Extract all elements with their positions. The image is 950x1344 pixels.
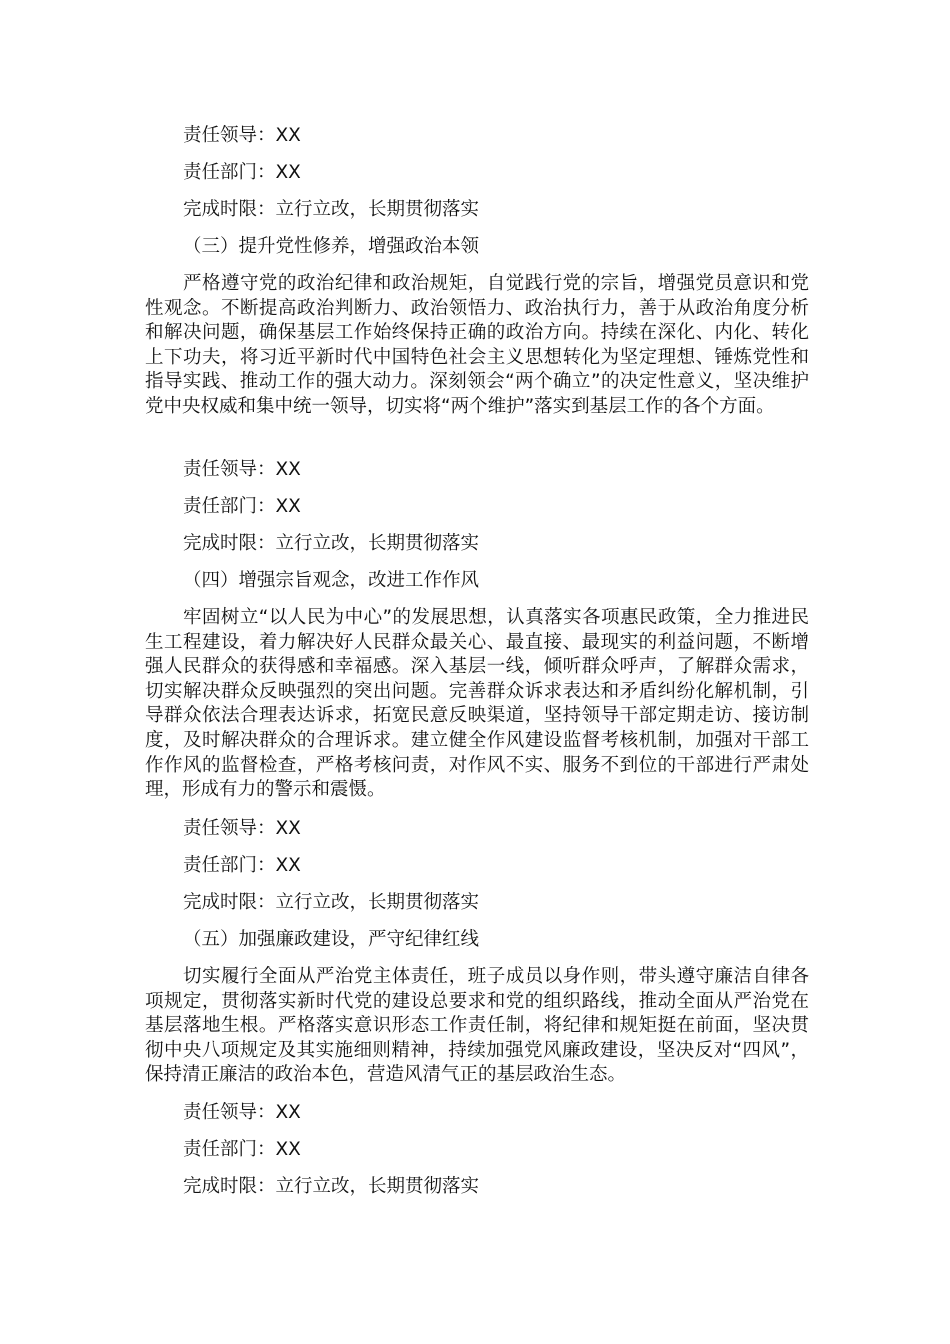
section-heading: （五）加强廉政建设，严守纪律红线 <box>183 929 480 950</box>
responsible-department: 责任部门：XX <box>183 162 301 183</box>
completion-deadline: 完成时限：立行立改，长期贯彻落实 <box>183 892 480 913</box>
section-heading: （三）提升党性修养，增强政治本领 <box>183 236 480 257</box>
responsible-department: 责任部门：XX <box>183 1139 301 1160</box>
responsible-leader: 责任领导：XX <box>183 459 301 480</box>
section-body: 切实履行全面从严治党主体责任，班子成员以身作则，带头遵守廉洁自律各项规定，贯彻落实新时代党的建设总要求和党的组织路线，推动全面从严治党在基层落地生根。严格落实意识形态工作责任制，将纪律和规矩挺在前面，坚决贯彻中央八项规定及其实施细则精神，持续加强党风廉政建设，坚决反对“四风”，保持清正廉洁的政治本色，营造风清气正的基层政治生态。 <box>145 966 809 1086</box>
completion-deadline: 完成时限：立行立改，长期贯彻落实 <box>183 533 480 554</box>
responsible-department: 责任部门：XX <box>183 496 301 517</box>
section-body: 严格遵守党的政治纪律和政治规矩，自觉践行党的宗旨，增强党员意识和党性观念。不断提高政治判断力、政治领悟力、政治执行力，善于从政治角度分析和解决问题，确保基层工作始终保持正确的政治方向。持续在深化、内化、转化上下功夫，将习近平新时代中国特色社会主义思想转化为坚定理想、锤炼党性和指导实践、推动工作的强大动力。深刻领会“两个确立”的决定性意义，坚决维护党中央权威和集中统一领导，切实将“两个维护”落实到基层工作的各个方面。 <box>145 273 809 417</box>
responsible-leader: 责任领导：XX <box>183 1102 301 1123</box>
section-body: 牢固树立“以人民为中心”的发展思想，认真落实各项惠民政策，全力推进民生工程建设，着力解决好人民群众最关心、最直接、最现实的利益问题，不断增强人民群众的获得感和幸福感。深入基层一线，倾听群众呼声，了解群众需求，切实解决群众反映强烈的突出问题。完善群众诉求表达和矛盾纠纷化解机制，引导群众依法合理表达诉求，拓宽民意反映渠道，坚持领导干部定期走访、接访制度，及时解决群众的合理诉求。建立健全作风建设监督考核机制，加强对干部工作作风的监督检查，严格考核问责，对作风不实、服务不到位的干部进行严肃处理，形成有力的警示和震慑。 <box>145 607 809 801</box>
responsible-leader: 责任领导：XX <box>183 125 301 146</box>
responsible-leader: 责任领导：XX <box>183 818 301 839</box>
completion-deadline: 完成时限：立行立改，长期贯彻落实 <box>183 1176 480 1197</box>
responsible-department: 责任部门：XX <box>183 855 301 876</box>
completion-deadline: 完成时限：立行立改，长期贯彻落实 <box>183 199 480 220</box>
section-heading: （四）增强宗旨观念，改进工作作风 <box>183 570 480 591</box>
